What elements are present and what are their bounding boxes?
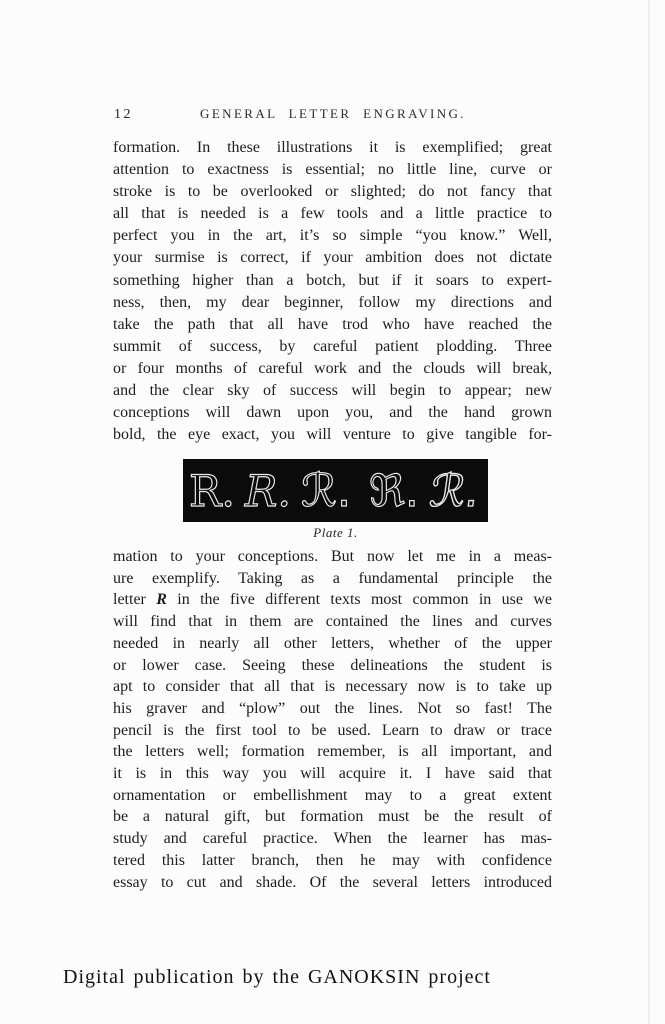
plate-letter-german-script: ℛ. [426, 466, 484, 517]
plate-caption: Plate 1. [313, 525, 358, 540]
text-line: needed in nearly all other letters, whether of the upper [113, 634, 552, 652]
text-line: attention to exactness is essential; no little line, curve or [113, 161, 552, 179]
text-line: perfect you in the art, it’s so simple “you know.” Well, [113, 227, 552, 245]
text-line: your surmise is correct, if your ambition does not dictate [113, 249, 552, 267]
plate-letter-old-english: ℜ. [369, 466, 419, 517]
plate-figure [183, 459, 488, 541]
emphasized-letter: R [156, 591, 167, 609]
text-line: ure exemplify. Taking as a fundamental principle the [113, 569, 552, 587]
paragraph-top [113, 137, 552, 446]
text-line: his graver and “plow” out the lines. Not so fast! The [113, 699, 552, 717]
text-line: all that is needed is a few tools and a little practice to [113, 205, 552, 223]
text-line: bold, the eye exact, you will venture to give tangible for- [113, 426, 552, 444]
text-line: and the clear sky of success will begin to appear; new [113, 382, 552, 400]
text-line: study and careful practice. When the learner has mas- [113, 830, 552, 848]
running-title: GENERAL LETTER ENGRAVING. [200, 106, 466, 121]
scan-edge-artifact [648, 0, 650, 1024]
text-line: be a natural gift, but formation must be the result of [113, 808, 552, 826]
plate-letter-roman: R. [189, 467, 236, 517]
footer-credit: Digital publication by the GANOKSIN project [63, 966, 491, 988]
text-line: letter R in the five different texts most common in use we [113, 591, 552, 609]
text-line: stroke is to be overlooked or slighted; do not fancy that [113, 183, 552, 201]
plate-letter-italic: R. [245, 467, 292, 517]
plate-letter-script: ℛ. [301, 464, 352, 517]
text-line: something higher than a botch, but if it soars to expert- [113, 271, 552, 289]
paragraph-bottom [113, 546, 552, 893]
text-line: mation to your conceptions. But now let me in a meas- [113, 548, 552, 565]
text-line: tered this latter branch, then he may with confidence [113, 851, 552, 869]
page-number: 12 [114, 107, 133, 122]
text-line: summit of success, by careful patient plodding. Three [113, 337, 552, 355]
text-line: pencil is the first tool to be used. Learn to draw or trace [113, 721, 552, 739]
text-line: or four months of careful work and the clouds will break, [113, 359, 552, 377]
text-line: take the path that all have trod who have reached the [113, 315, 552, 333]
text-line: conceptions will dawn upon you, and the hand grown [113, 404, 552, 422]
text-line: the letters well; formation remember, is all important, and [113, 743, 552, 761]
text-line: or lower case. Seeing these delineations the student is [113, 656, 552, 674]
text-line: ness, then, my dear beginner, follow my directions and [113, 293, 552, 311]
text-line: formation. In these illustrations it is exemplified; great [113, 139, 552, 156]
text-line: essay to cut and shade. Of the several letters introduced [113, 873, 552, 891]
plate-image [183, 459, 488, 522]
text-line: apt to consider that all that is necessary now is to take up [113, 678, 552, 696]
text-line: will find that in them are contained the lines and curves [113, 613, 552, 631]
text-line: ornamentation or embellishment may to a great extent [113, 786, 552, 804]
text-line: it is in this way you will acquire it. I have said that [113, 765, 552, 783]
